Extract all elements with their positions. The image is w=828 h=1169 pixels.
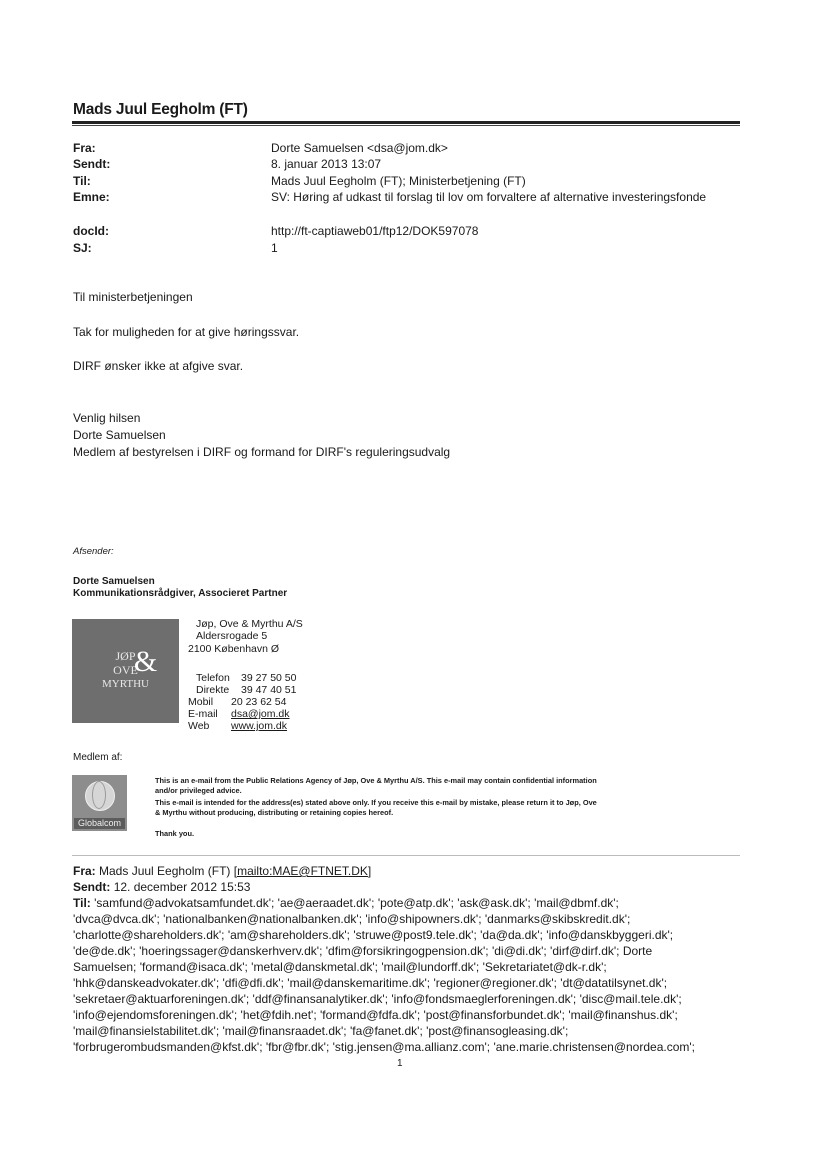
docid-value: http://ft-captiaweb01/ftp12/DOK597078 xyxy=(271,224,479,238)
body-line-1: Tak for muligheden for at give høringssvar. xyxy=(73,325,300,339)
forwarded-to-text: 'samfund@advokatsamfundet.dk'; 'ae@aeraadet.dk'; 'pote@atp.dk'; 'ask@ask.dk'; 'mail@dbmf.dk'; xyxy=(94,896,619,910)
signer-role: Medlem af bestyrelsen i DIRF og formand for DIRF's reguleringsudvalg xyxy=(73,445,451,459)
logo-ampersand: & xyxy=(133,645,158,678)
forwarded-to-line-1 xyxy=(73,896,619,910)
disclaimer-line-2a: This e-mail is intended for the address(es) stated above only. If you receive this e-mail by mistake, please return it to Jøp, Ove xyxy=(155,798,597,807)
sender-title: Kommunikationsrådgiver, Associeret Partner xyxy=(73,588,288,599)
web-label: Web xyxy=(188,720,210,732)
forwarded-to-label: Til: xyxy=(73,896,91,910)
forwarded-to-line-10: 'forbrugerombudsmanden@kfst.dk'; 'fbr@fbr.dk'; 'stig.jensen@ma.allianz.com'; 'ane.marie.christensen@nordea.com'; xyxy=(73,1040,695,1054)
closing: Venlig hilsen xyxy=(73,411,141,425)
title-rule-thick xyxy=(72,121,740,124)
forwarded-sent xyxy=(73,880,250,894)
forwarded-to-line-2: 'dvca@dvca.dk'; 'nationalbanken@nationalbanken.dk'; 'info@shipowners.dk'; 'danmarks@skibskredit.dk'; xyxy=(73,912,631,926)
sj-label: SJ: xyxy=(73,241,92,255)
logo-line-3: MYRTHU xyxy=(101,678,149,690)
member-label: Medlem af: xyxy=(73,752,123,763)
forward-divider xyxy=(72,855,740,856)
mobile-value: 20 23 62 54 xyxy=(231,696,287,708)
email-label: E-mail xyxy=(188,708,218,720)
company-street: Aldersrogade 5 xyxy=(196,630,268,642)
greeting: Til ministerbetjeningen xyxy=(73,290,193,304)
globe-meridian xyxy=(92,781,106,809)
body-line-2: DIRF ønsker ikke at afgive svar. xyxy=(73,359,244,373)
sender-name: Dorte Samuelsen xyxy=(73,576,155,587)
email-sender-title: Mads Juul Eegholm (FT) xyxy=(73,101,248,118)
disclaimer-thanks: Thank you. xyxy=(155,829,195,838)
company-city: 2100 København Ø xyxy=(188,643,280,655)
signer-name: Dorte Samuelsen xyxy=(73,428,166,442)
forwarded-to-line-8: 'info@ejendomsforeningen.dk'; 'het@fdih.net'; 'formand@fdfa.dk'; 'post@finansforbundet.dk'; 'mail@finanshus.dk'; xyxy=(73,1008,678,1022)
web-link[interactable]: www.jom.dk xyxy=(231,720,288,732)
forwarded-to-line-3: 'charlotte@shareholders.dk'; 'am@shareholders.dk'; 'struwe@post9.tele.dk'; 'da@da.dk'; 'info@danskbyggeri.dk'; xyxy=(73,928,674,942)
globalcom-logo xyxy=(72,775,127,831)
forwarded-mailto-link[interactable]: [mailto:MAE@FTNET.DK] xyxy=(233,864,372,878)
from-value: Dorte Samuelsen <dsa@jom.dk> xyxy=(271,141,448,155)
company-logo xyxy=(72,619,179,723)
phone-value: 39 27 50 50 xyxy=(241,672,297,684)
from-label: Fra: xyxy=(73,141,96,155)
forwarded-to-line-6: 'hhk@danskeadvokater.dk'; 'dfi@dfi.dk'; 'mail@danskemaritime.dk'; 'regioner@regioner.dk'; 'dt@datatilsynet.dk'; xyxy=(73,976,668,990)
logo-line-1: JØP xyxy=(115,649,136,663)
sent-value: 8. januar 2013 13:07 xyxy=(271,157,382,171)
to-label: Til: xyxy=(73,174,91,188)
page-number: 1 xyxy=(397,1058,403,1069)
forwarded-to-line-9: 'mail@finansielstabilitet.dk'; 'mail@finansraadet.dk'; 'fa@fanet.dk'; 'post@finansogleasing.dk'; xyxy=(73,1024,569,1038)
phone-label: Telefon xyxy=(196,672,230,684)
direct-value: 39 47 40 51 xyxy=(241,684,297,696)
forwarded-from xyxy=(73,864,371,878)
forwarded-to-line-5: Samuelsen; 'formand@isaca.dk'; 'metal@danskmetal.dk'; 'mail@lundorff.dk'; 'Sekretariatet@dk-r.dk'; xyxy=(73,960,607,974)
subject-label: Emne: xyxy=(73,190,110,204)
sj-value: 1 xyxy=(271,241,278,255)
title-rule-thin xyxy=(72,125,740,126)
disclaimer-line-1b: and/or privileged advice. xyxy=(155,786,242,795)
company-name: Jøp, Ove & Myrthu A/S xyxy=(196,618,303,630)
email-link[interactable]: dsa@jom.dk xyxy=(231,708,290,720)
mobile-label: Mobil xyxy=(188,696,214,708)
forwarded-sent-value: 12. december 2012 15:53 xyxy=(113,880,251,894)
disclaimer-line-1a: This is an e-mail from the Public Relations Agency of Jøp, Ove & Myrthu A/S. This e-mail may contain confidential information xyxy=(155,776,597,785)
forwarded-from-label: Fra: xyxy=(73,864,96,878)
forwarded-sent-label: Sendt: xyxy=(73,880,111,894)
direct-label: Direkte xyxy=(196,684,230,696)
logo-line-2: OVE xyxy=(113,663,138,677)
forwarded-to-line-7: 'sekretaer@aktuarforeningen.dk'; 'ddf@finansanalytiker.dk'; 'info@fondsmaeglerforeningen.dk'; 'disc@mail.tele.dk'; xyxy=(73,992,682,1006)
disclaimer-line-2b: & Myrthu without producing, distributing or retaining copies hereof. xyxy=(155,808,394,817)
forwarded-to-line-4: 'de@de.dk'; 'hoeringssager@danskerhverv.dk'; 'dfim@forsikringogpension.dk'; 'di@di.dk'; 'dirf@dirf.dk'; Dorte xyxy=(73,944,653,958)
forwarded-from-value: Mads Juul Eegholm (FT) xyxy=(99,864,231,878)
sender-label: Afsender: xyxy=(73,546,114,557)
sent-label: Sendt: xyxy=(73,157,111,171)
to-value: Mads Juul Eegholm (FT); Ministerbetjening (FT) xyxy=(271,174,526,188)
subject-value: SV: Høring af udkast til forslag til lov om forvaltere af alternative investeringsfonde xyxy=(271,190,707,204)
globalcom-label: Globalcom xyxy=(74,818,125,829)
docid-label: docId: xyxy=(73,224,109,238)
